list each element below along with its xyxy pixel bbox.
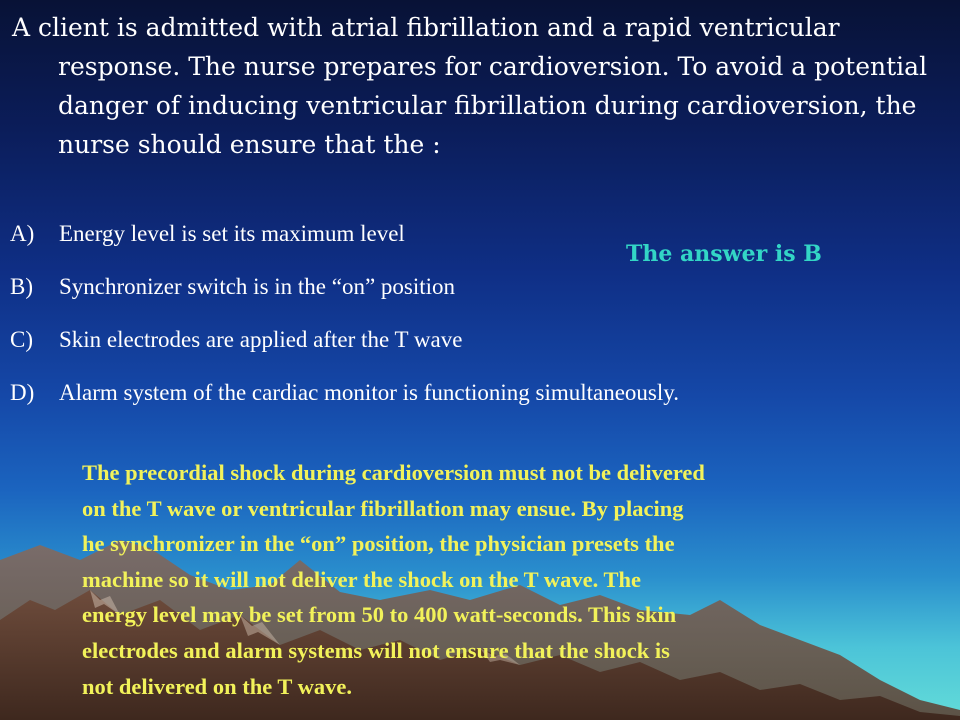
explanation-text [82,455,902,704]
question-text: A client is admitted with atrial fibrillation and a rapid ventricular response. The nurse prepares for cardioversion. To avoid a potential danger of inducing ventricular fibrillation during cardioversion, the nurse should ensure that the : [12,13,928,159]
explanation-line: The precordial shock during cardioversion must not be delivered [82,460,705,485]
option-letter: D) [10,380,35,405]
explanation-line: energy level may be set from 50 to 400 watt-seconds. This skin [82,602,677,628]
option-text: Synchronizer switch is in the “on” position [59,274,456,299]
option-text: Alarm system of the cardiac monitor is functioning simultaneously. [59,380,680,405]
answer-label: The answer is B [626,241,822,267]
explanation-line: machine so it will not deliver the shock on the T wave. The [82,566,641,592]
option-d [10,371,890,424]
explanation-line: not delivered on the T wave. [82,673,353,699]
option-text: Skin electrodes are applied after the T wave [59,327,463,352]
option-letter: C) [10,327,33,352]
option-letter: B) [10,274,33,299]
option-b [10,265,890,318]
option-text: Energy level is set its maximum level [59,221,405,246]
option-letter: A) [10,221,35,246]
explanation-line: electrodes and alarm systems will not ensure that the shock is [82,637,670,663]
explanation-line: on the T wave or ventricular fibrillation may ensue. By placing [82,495,684,521]
option-c [10,318,890,371]
explanation-line: he synchronizer in the “on” position, the physician presets the [82,531,675,557]
